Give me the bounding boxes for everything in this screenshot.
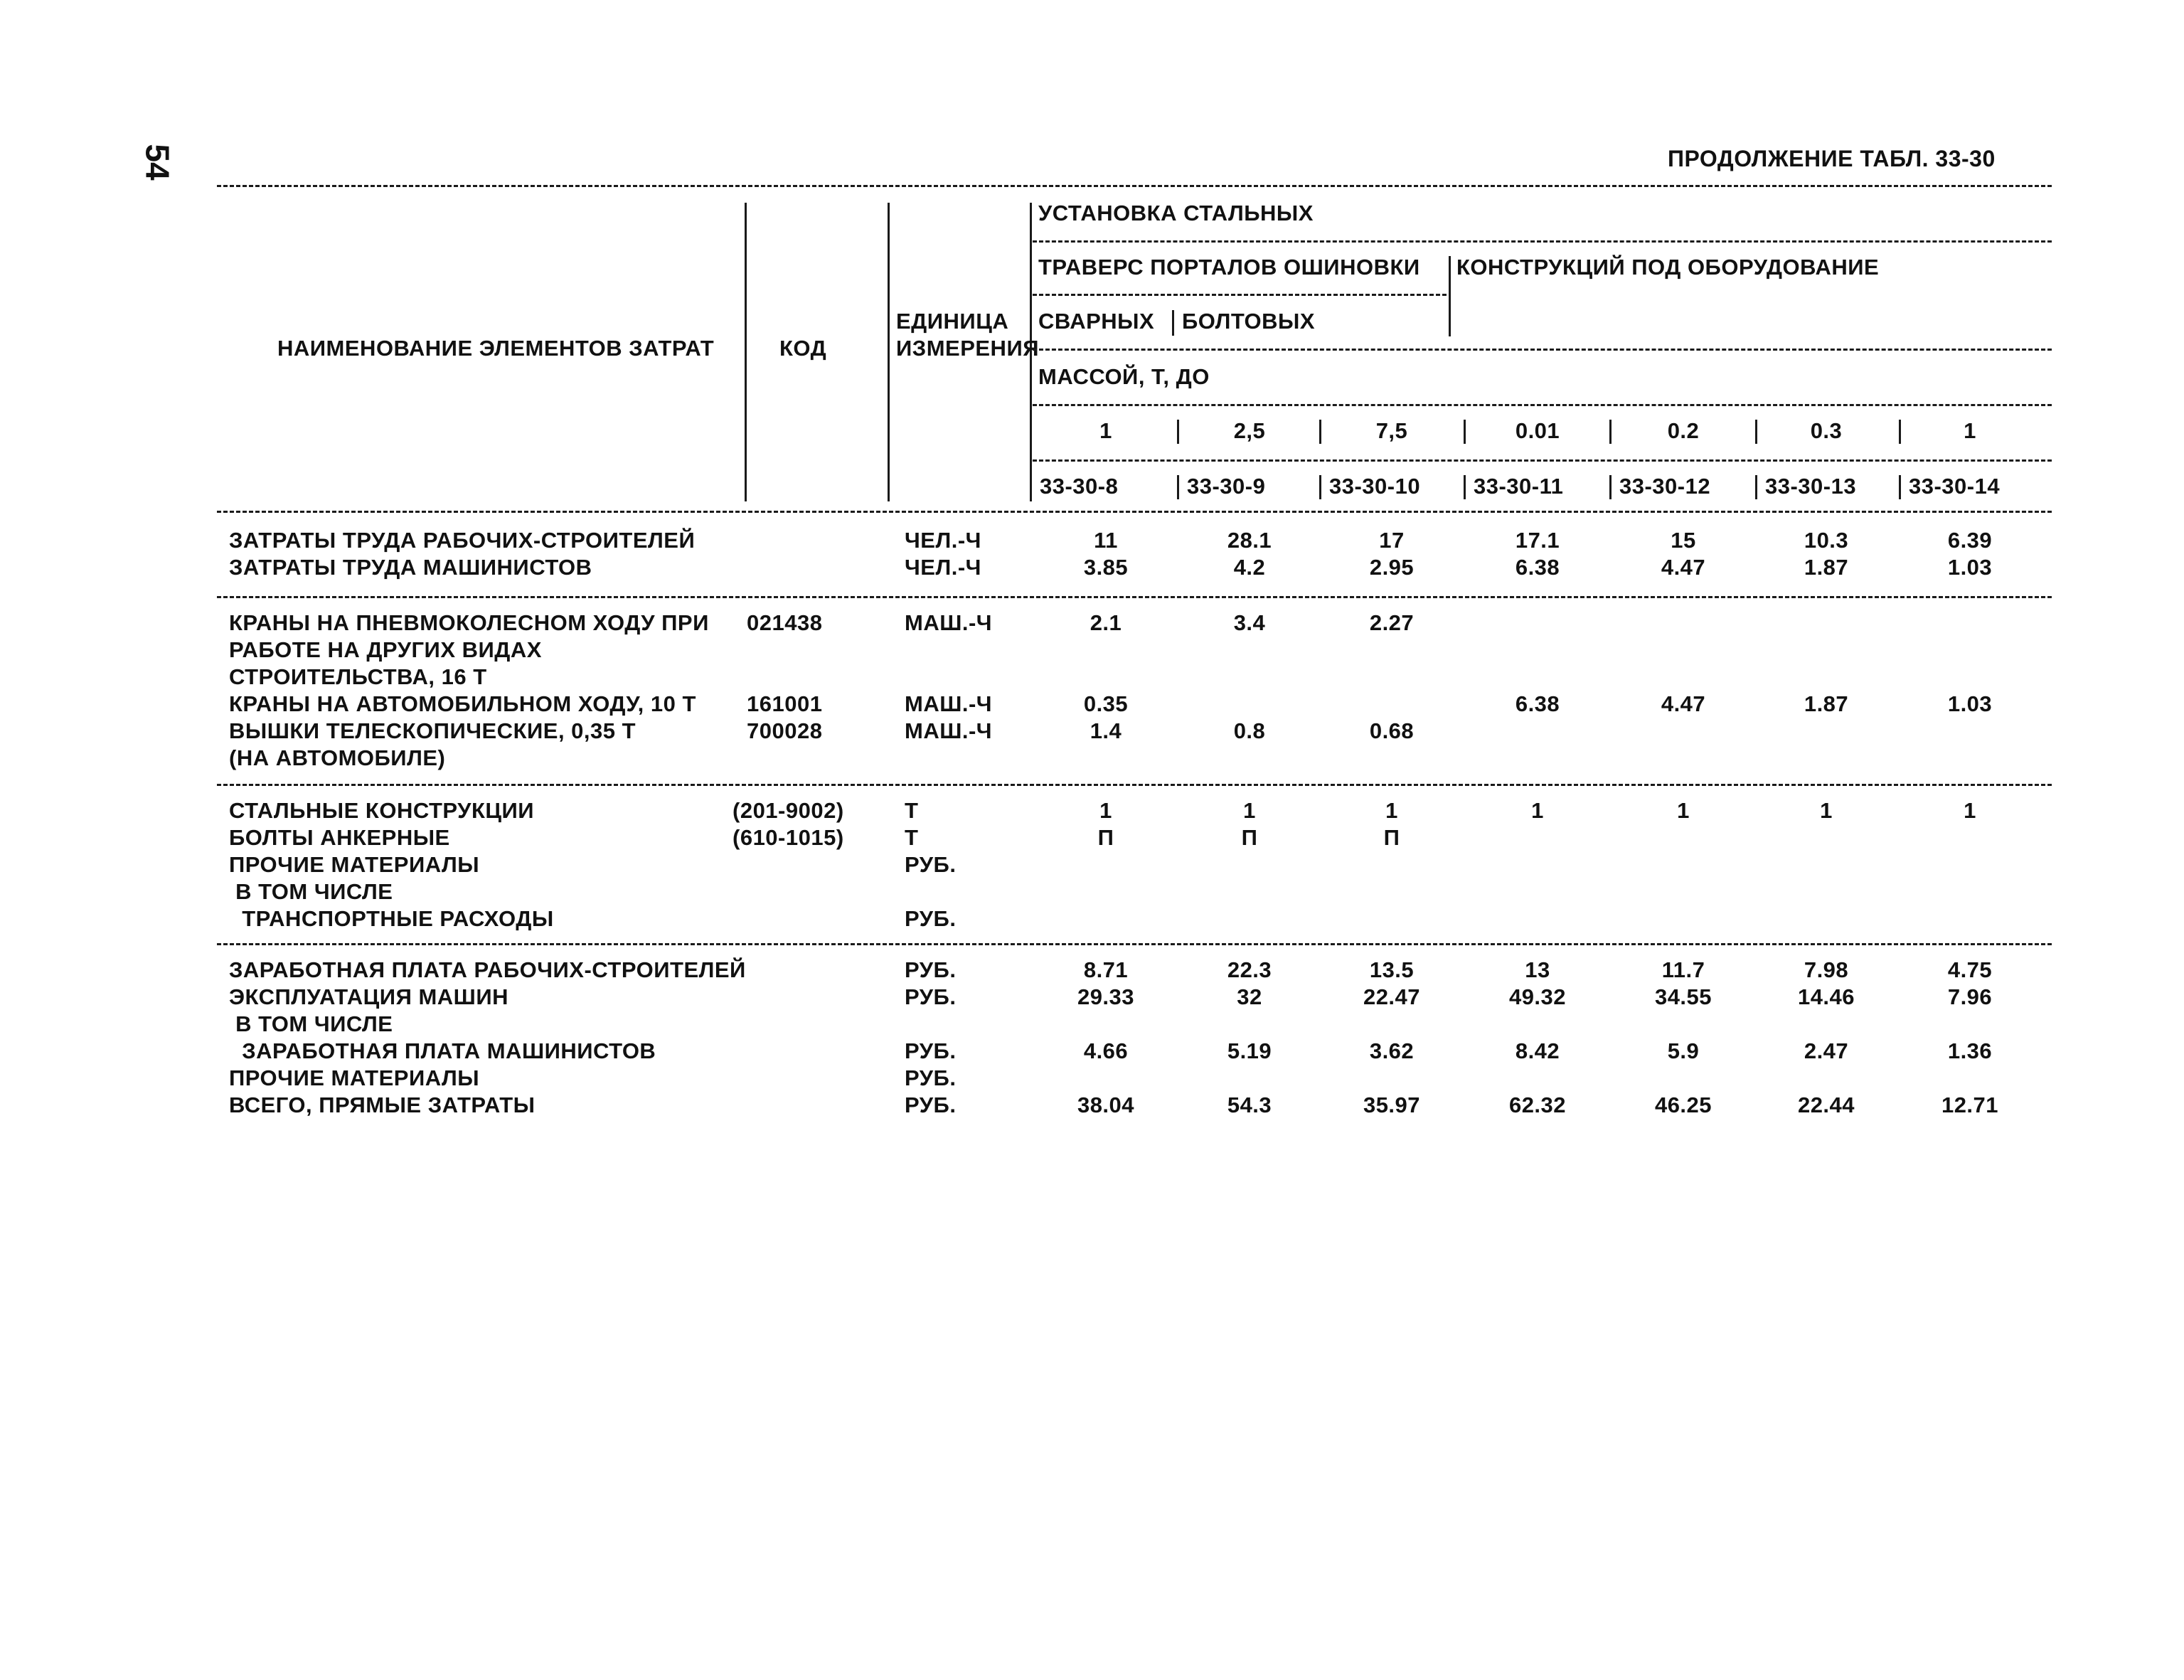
section-rule-2 (217, 784, 2052, 786)
row-value: 2.47 (1804, 1038, 1849, 1063)
row-value: 4.47 (1661, 555, 1706, 580)
row-value: 49.32 (1508, 984, 1567, 1009)
row-name: (НА АВТОМОБИЛЕ) (229, 745, 446, 770)
mass-value: 0.2 (1667, 418, 1700, 443)
mass-value: 0.01 (1515, 418, 1560, 443)
header-divider-traverse (1449, 256, 1451, 283)
header-divider-welded (1172, 310, 1174, 336)
row-value: 17 (1379, 528, 1405, 553)
row-unit: РУБ. (905, 1065, 957, 1090)
header-unit-line1: ЕДИНИЦА (896, 309, 1009, 334)
header-divider-traverse-2 (1449, 283, 1451, 336)
row-unit: МАШ.-Ч (905, 691, 993, 716)
row-value: 14.46 (1797, 984, 1855, 1009)
row-unit: РУБ. (905, 1038, 957, 1063)
row-value: 8.71 (1083, 957, 1129, 982)
row-value: 15 (1671, 528, 1696, 553)
row-name: СТРОИТЕЛЬСТВА, 16 Т (229, 664, 487, 689)
page-number: 54 (139, 144, 176, 181)
row-value: 1.36 (1947, 1038, 1993, 1063)
row-value: 13.5 (1369, 957, 1415, 982)
header-install: УСТАНОВКА СТАЛЬНЫХ (1038, 201, 1314, 225)
row-name: В ТОМ ЧИСЛЕ (229, 1011, 393, 1036)
row-unit: РУБ. (905, 1092, 957, 1117)
row-unit: Т (905, 825, 919, 850)
row-name: ПРОЧИЕ МАТЕРИАЛЫ (229, 1065, 480, 1090)
row-value: 6.39 (1947, 528, 1993, 553)
row-code: (201-9002) (733, 798, 844, 823)
header-divider-name (745, 203, 747, 501)
header-welded: СВАРНЫХ (1038, 309, 1155, 334)
row-unit: РУБ. (905, 852, 957, 877)
header-traverse: ТРАВЕРС ПОРТАЛОВ ОШИНОВКИ (1038, 255, 1420, 280)
row-value: 6.38 (1515, 555, 1560, 580)
column-code: 33-30-9 (1187, 474, 1266, 499)
code-divider (1609, 475, 1612, 499)
row-value: 1.4 (1090, 718, 1122, 743)
column-code: 33-30-14 (1909, 474, 2001, 499)
row-unit: РУБ. (905, 984, 957, 1009)
row-unit: РУБ. (905, 906, 957, 931)
row-value: 32 (1237, 984, 1262, 1009)
row-value: 0.35 (1083, 691, 1129, 716)
top-rule (217, 185, 2052, 187)
code-divider (1899, 475, 1901, 499)
row-value: 4.66 (1083, 1038, 1129, 1063)
section-rule-3 (217, 943, 2052, 945)
row-value: 11 (1094, 528, 1118, 553)
column-code: 33-30-13 (1765, 474, 1857, 499)
row-value: 1.03 (1947, 555, 1993, 580)
row-value: 0.68 (1369, 718, 1415, 743)
row-value: 28.1 (1227, 528, 1272, 553)
header-code: КОД (779, 336, 827, 361)
row-value: 46.25 (1654, 1092, 1712, 1117)
header-bottom-rule (217, 511, 2052, 513)
mass-value: 1 (1099, 418, 1112, 443)
row-value: 22.44 (1797, 1092, 1855, 1117)
mass-value: 0.3 (1810, 418, 1843, 443)
row-name: ЗАТРАТЫ ТРУДА РАБОЧИХ-СТРОИТЕЛЕЙ (229, 528, 696, 553)
mass-divider (1319, 420, 1321, 444)
row-value: 17.1 (1515, 528, 1560, 553)
header-name: НАИМЕНОВАНИЕ ЭЛЕМЕНТОВ ЗАТРАТ (277, 336, 715, 361)
row-name: КРАНЫ НА АВТОМОБИЛЬНОМ ХОДУ, 10 Т (229, 691, 696, 716)
code-divider (1464, 475, 1466, 499)
row-value: 1 (1385, 798, 1398, 823)
row-name: ЗАРАБОТНАЯ ПЛАТА МАШИНИСТОВ (229, 1038, 656, 1063)
row-code: 021438 (747, 610, 823, 635)
row-code: 161001 (747, 691, 823, 716)
column-code: 33-30-11 (1474, 474, 1564, 499)
mass-divider (1464, 420, 1466, 444)
mass-value: 7,5 (1375, 418, 1408, 443)
mass-divider (1177, 420, 1179, 444)
row-unit: РУБ. (905, 957, 957, 982)
row-value: 34.55 (1654, 984, 1712, 1009)
row-unit: МАШ.-Ч (905, 610, 993, 635)
row-value: 1.87 (1804, 691, 1849, 716)
code-divider (1755, 475, 1757, 499)
header-bolted: БОЛТОВЫХ (1182, 309, 1316, 334)
row-value: П (1241, 825, 1258, 850)
header-divider-code (888, 203, 890, 501)
row-value: 1 (1099, 798, 1112, 823)
code-divider (1177, 475, 1179, 499)
row-value: 7.98 (1804, 957, 1849, 982)
code-divider (1030, 475, 1032, 499)
header-unit-line2: ИЗМЕРЕНИЯ (896, 336, 1040, 361)
row-unit: Т (905, 798, 919, 823)
row-value: 2.1 (1090, 610, 1122, 635)
row-value: 3.85 (1083, 555, 1129, 580)
row-value: 1 (1531, 798, 1544, 823)
row-name: БОЛТЫ АНКЕРНЫЕ (229, 825, 450, 850)
row-value: 12.71 (1941, 1092, 1999, 1117)
row-value: 13 (1525, 957, 1550, 982)
continuation-title: ПРОДОЛЖЕНИЕ ТАБЛ. 33-30 (1668, 146, 1996, 171)
row-value: 35.97 (1363, 1092, 1421, 1117)
row-value: 1 (1820, 798, 1833, 823)
row-value: 1.03 (1947, 691, 1993, 716)
row-name: ВСЕГО, ПРЯМЫЕ ЗАТРАТЫ (229, 1092, 536, 1117)
row-value: 54.3 (1227, 1092, 1272, 1117)
row-value: 1 (1243, 798, 1256, 823)
header-rule-3 (1033, 349, 2052, 351)
mass-value: 1 (1964, 418, 1976, 443)
header-rule-4 (1033, 404, 2052, 406)
row-code: 700028 (747, 718, 823, 743)
row-value: 11.7 (1661, 957, 1705, 982)
code-divider (1319, 475, 1321, 499)
row-code: (610-1015) (733, 825, 844, 850)
row-value: 4.75 (1947, 957, 1993, 982)
mass-divider (1030, 420, 1032, 444)
row-name: ТРАНСПОРТНЫЕ РАСХОДЫ (229, 906, 554, 931)
header-rule-2 (1033, 294, 1447, 296)
row-unit: МАШ.-Ч (905, 718, 993, 743)
header-rule-1 (1033, 240, 2052, 243)
row-value: 22.3 (1227, 957, 1272, 982)
mass-divider (1755, 420, 1757, 444)
row-value: 8.42 (1515, 1038, 1560, 1063)
mass-divider (1609, 420, 1612, 444)
row-value: 1.87 (1804, 555, 1849, 580)
row-value: 3.4 (1233, 610, 1266, 635)
row-value: 3.62 (1369, 1038, 1415, 1063)
row-value: 2.27 (1369, 610, 1415, 635)
row-value: 10.3 (1804, 528, 1849, 553)
row-value: 2.95 (1369, 555, 1415, 580)
row-name: В ТОМ ЧИСЛЕ (229, 879, 393, 904)
row-value: 62.32 (1508, 1092, 1567, 1117)
row-value: 5.9 (1667, 1038, 1700, 1063)
row-unit: ЧЕЛ.-Ч (905, 555, 981, 580)
row-value: 1 (1677, 798, 1690, 823)
header-rule-5 (1033, 459, 2052, 462)
row-value: 29.33 (1077, 984, 1135, 1009)
row-value: 38.04 (1077, 1092, 1135, 1117)
column-code: 33-30-12 (1619, 474, 1711, 499)
row-name: ЭКСПЛУАТАЦИЯ МАШИН (229, 984, 509, 1009)
row-name: ЗАРАБОТНАЯ ПЛАТА РАБОЧИХ-СТРОИТЕЛЕЙ (229, 957, 746, 982)
row-value: 22.47 (1363, 984, 1421, 1009)
row-name: СТАЛЬНЫЕ КОНСТРУКЦИИ (229, 798, 535, 823)
header-constr: КОНСТРУКЦИЙ ПОД ОБОРУДОВАНИЕ (1456, 255, 1880, 280)
header-mass: МАССОЙ, Т, ДО (1038, 364, 1210, 389)
row-name: ЗАТРАТЫ ТРУДА МАШИНИСТОВ (229, 555, 592, 580)
row-value: 4.2 (1233, 555, 1266, 580)
row-name: КРАНЫ НА ПНЕВМОКОЛЕСНОМ ХОДУ ПРИ (229, 610, 709, 635)
section-rule-1 (217, 596, 2052, 598)
row-name: ВЫШКИ ТЕЛЕСКОПИЧЕСКИЕ, 0,35 Т (229, 718, 636, 743)
row-value: 0.8 (1233, 718, 1266, 743)
mass-divider (1899, 420, 1901, 444)
row-value: П (1097, 825, 1114, 850)
row-value: 7.96 (1947, 984, 1993, 1009)
row-value: П (1383, 825, 1400, 850)
row-value: 1 (1964, 798, 1976, 823)
row-value: 4.47 (1661, 691, 1706, 716)
column-code: 33-30-10 (1329, 474, 1421, 499)
column-code: 33-30-8 (1040, 474, 1119, 499)
row-name: РАБОТЕ НА ДРУГИХ ВИДАХ (229, 637, 542, 662)
row-value: 5.19 (1227, 1038, 1272, 1063)
row-value: 6.38 (1515, 691, 1560, 716)
row-name: ПРОЧИЕ МАТЕРИАЛЫ (229, 852, 480, 877)
mass-value: 2,5 (1233, 418, 1266, 443)
row-unit: ЧЕЛ.-Ч (905, 528, 981, 553)
